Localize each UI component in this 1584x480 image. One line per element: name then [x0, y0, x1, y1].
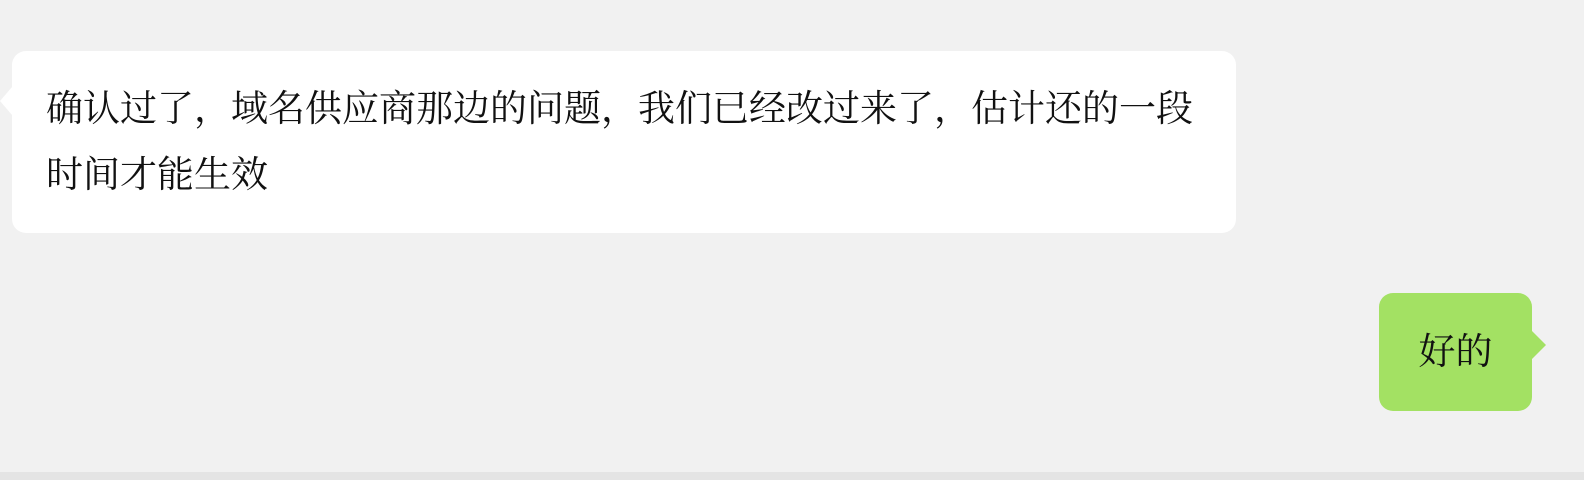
- outgoing-message-bubble[interactable]: [1379, 293, 1532, 411]
- chat-bottom-divider: [0, 472, 1584, 480]
- incoming-message-bubble[interactable]: [12, 51, 1236, 233]
- incoming-message-text: 确认过了，域名供应商那边的问题，我们已经改过来了，估计还的一段时间才能生效: [46, 87, 1193, 196]
- outgoing-message-text: 好的: [1418, 330, 1493, 373]
